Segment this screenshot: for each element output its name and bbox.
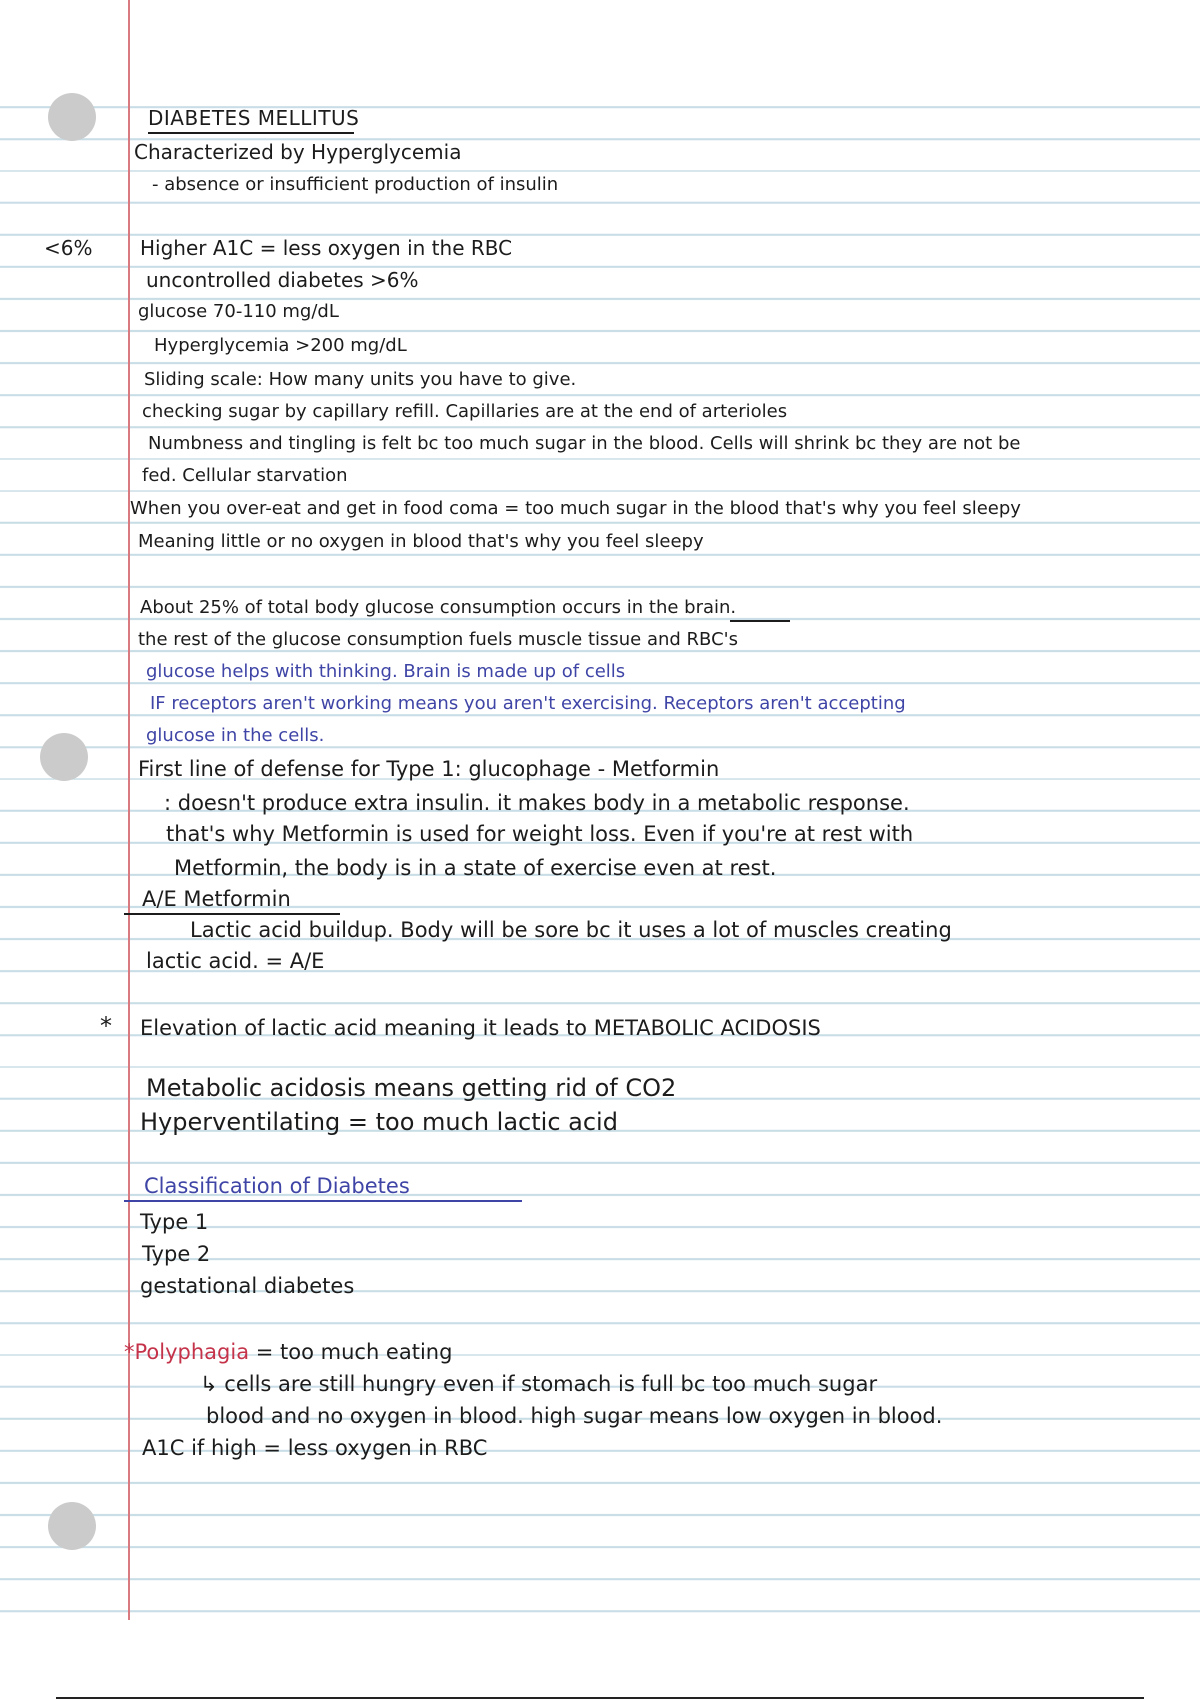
note-line: Characterized by Hyperglycemia (134, 140, 462, 164)
note-line: glucose 70-110 mg/dL (138, 301, 339, 322)
note-line (124, 1340, 452, 1364)
note-line: Higher A1C = less oxygen in the RBC (140, 236, 513, 260)
note-line: Type 2 (142, 1242, 211, 1266)
note-line: Hyperventilating = too much lactic acid (140, 1108, 618, 1136)
note-line: Elevation of lactic acid meaning it leads to METABOLIC ACIDOSIS (140, 1016, 821, 1040)
note-line: Metformin, the body is in a state of exercise even at rest. (174, 856, 777, 880)
note-line: About 25% of total body glucose consumption occurs in the brain. (140, 597, 737, 618)
note-line: gestational diabetes (140, 1274, 355, 1298)
note-line: uncontrolled diabetes >6% (146, 268, 419, 292)
margin-line (128, 0, 130, 1620)
note-line: checking sugar by capillary refill. Capillaries are at the end of arterioles (142, 401, 788, 422)
binder-hole (40, 733, 88, 781)
ale-underline (124, 913, 340, 915)
note-line-blue: IF receptors aren't working means you aren't exercising. Receptors aren't accepting (150, 693, 906, 714)
classification-underline (124, 1200, 522, 1202)
note-line-blue: glucose helps with thinking. Brain is made up of cells (146, 661, 626, 682)
title-underline (148, 132, 354, 134)
note-line: Type 1 (140, 1210, 209, 1234)
note-line: - absence or insufficient production of insulin (152, 174, 559, 195)
section-heading-blue: Classification of Diabetes (144, 1174, 410, 1198)
note-title: DIABETES MELLITUS (148, 106, 360, 130)
note-line: Metabolic acidosis means getting rid of CO2 (146, 1074, 677, 1102)
page-header-space (0, 0, 1200, 96)
binder-hole (48, 1502, 96, 1550)
note-line: ↳ cells are still hungry even if stomach is full bc too much sugar (200, 1372, 878, 1396)
star-mark: * (100, 1012, 112, 1040)
note-line: : doesn't produce extra insulin. it makes body in a metabolic response. (164, 791, 910, 815)
note-line: lactic acid. = A/E (146, 949, 325, 973)
note-line: First line of defense for Type 1: glucophage - Metformin (138, 757, 720, 781)
polyphagia-def: = too much eating (249, 1340, 453, 1364)
note-line: Numbness and tingling is felt bc too much sugar in the blood. Cells will shrink bc they are not be (148, 433, 1021, 454)
note-line: Meaning little or no oxygen in blood that's why you feel sleepy (138, 531, 704, 552)
polyphagia-term: *Polyphagia (124, 1340, 250, 1364)
note-line: blood and no oxygen in blood. high sugar means low oxygen in blood. (206, 1404, 943, 1428)
brain-underline (730, 620, 790, 622)
note-line: the rest of the glucose consumption fuels muscle tissue and RBC's (138, 629, 738, 650)
note-line: Sliding scale: How many units you have to give. (144, 369, 577, 390)
note-line: Lactic acid buildup. Body will be sore bc it uses a lot of muscles creating (190, 918, 952, 942)
note-line: A/E Metformin (142, 887, 291, 911)
note-line: Hyperglycemia >200 mg/dL (154, 335, 407, 356)
note-line: fed. Cellular starvation (142, 465, 348, 486)
binder-hole (48, 93, 96, 141)
note-line-blue: glucose in the cells. (146, 725, 325, 746)
note-line: A1C if high = less oxygen in RBC (142, 1436, 488, 1460)
note-line: When you over-eat and get in food coma = too much sugar in the blood that's why you feel sleepy (130, 498, 1021, 519)
page-footer-space (0, 1640, 1200, 1700)
margin-note: <6% (44, 236, 93, 260)
note-line: that's why Metformin is used for weight loss. Even if you're at rest with (166, 822, 914, 846)
bottom-rule (56, 1697, 1144, 1699)
